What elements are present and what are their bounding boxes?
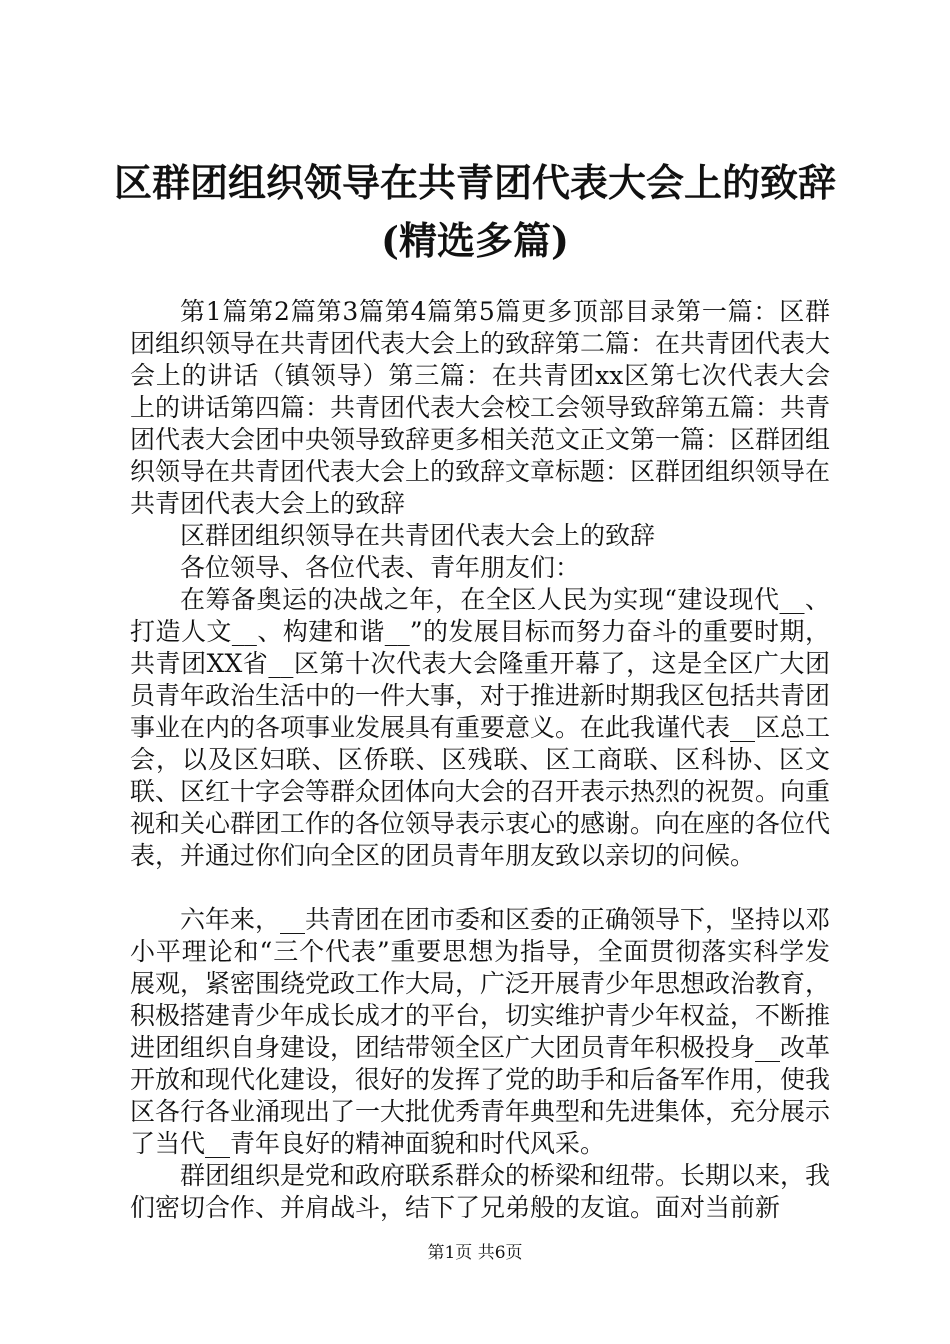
body-paragraph: 在筹备奥运的决战之年，在全区人民为实现“建设现代__、打造人文__、构建和谐__”的发展目标而努力奋斗的重要时期，共青团XX省__区第十次代表大会隆重开幕了，这是全区广大团员青年政治生活中的一件大事，对于推进新时期我区包括共青团事业在内的各项事业发展具有重要意义。在此我谨代表__区总工会，以及区妇联、区侨联、区残联、区工商联、区科协、区文联、区红十字会等群众团体向大会的召开表示热烈的祝贺。向重视和关心群团工作的各位领导表示衷心的感谢。向在座的各位代表，并通过你们向全区的团员青年朋友致以亲切的问候。 [130,585,831,870]
document-body [130,296,830,1224]
body-paragraph: 六年来，__共青团在团市委和区委的正确领导下，坚持以邓小平理论和“三个代表”重要思想为指导，全面贯彻落实科学发展观，紧密围绕党政工作大局，广泛开展青少年思想政治教育，积极搭建青少年成长成才的平台，切实维护青少年权益，不断推进团组织自身建设，团结带领全区广大团员青年积极投身__改革开放和现代化建设，很好的发挥了党的助手和后备军作用，使我区各行各业涌现出了一大批优秀青年典型和先进集体，充分展示了当代__青年良好的精神面貌和时代风采。 [130,905,831,1158]
document-subtitle: (精选多篇) [381,218,569,263]
page-footer: 第1页 共6页 [427,1243,523,1263]
salutation: 各位领导、各位代表、青年朋友们： [180,553,581,582]
toc-paragraph: 第1篇第2篇第3篇第4篇第5篇更多顶部目录第一篇：区群团组织领导在共青团代表大会上的致辞第二篇：在共青团代表大会上的讲话（镇领导）第三篇：在共青团xx区第七次代表大会上的讲话第四篇：共青团代表大会校工会领导致辞第五篇：共青团代表大会团中央领导致辞更多相关范文正文第一篇：区群团组织领导在共青团代表大会上的致辞文章标题：区群团组织领导在共青团代表大会上的致辞 [130,297,831,518]
body-paragraph: 群团组织是党和政府联系群众的桥梁和纽带。长期以来，我们密切合作、并肩战斗，结下了兄弟般的友谊。面对当前新 [130,1161,831,1222]
speech-heading: 区群团组织领导在共青团代表大会上的致辞 [180,521,656,550]
document-title: 区群团组织领导在共青团代表大会上的致辞 [113,160,836,205]
